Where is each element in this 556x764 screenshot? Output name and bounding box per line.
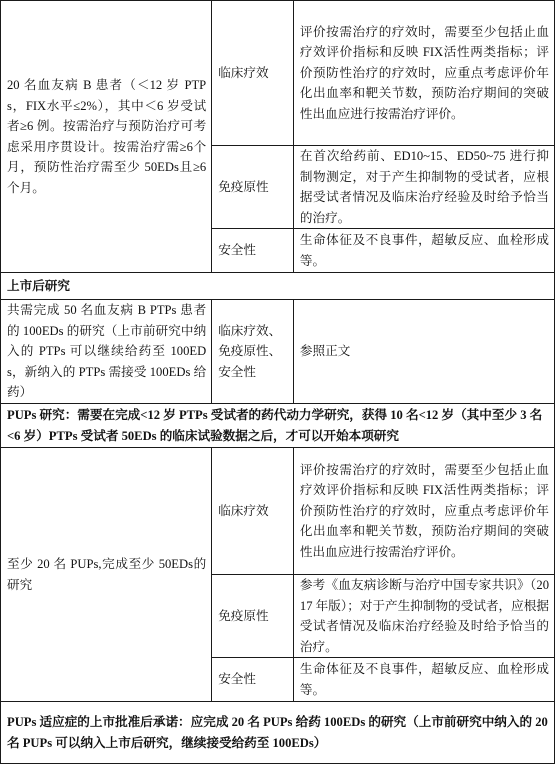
premarket-efficacy-label: 临床疗效: [212, 1, 294, 146]
table-row: [1, 300, 555, 404]
postmarket-endpoints-label: 临床疗效、免疫原性、安全性: [212, 300, 294, 404]
pups-efficacy-text: 评价按需治疗的疗效时，需要至少包括止血疗效评价指标和反映 FIX活性两类指标；评价预防性治疗的疗效时，应重点考虑评价年化出血率和靶关节数，预防治疗期间的突破性出血应进行按需治疗评价。: [293, 448, 554, 575]
table-row: [1, 702, 555, 764]
table-row: [1, 1, 555, 146]
table-row: [1, 404, 555, 448]
pups-study-note: PUPs 研究：需要在完成<12 岁 PTPs 受试者的药代动力学研究，获得 10 名<12 岁（其中至少 3 名<6 岁）PTPs 受试者 50EDs 的临床试验数据之后，才可以开始本项研究: [1, 404, 555, 448]
premarket-immunogenicity-label: 免疫原性: [212, 146, 294, 229]
premarket-safety-text: 生命体征及不良事件，超敏反应、血栓形成等。: [293, 229, 554, 273]
pups-safety-text: 生命体征及不良事件，超敏反应、血栓形成等。: [293, 658, 554, 702]
pups-efficacy-label: 临床疗效: [212, 448, 294, 575]
pups-immunogenicity-text: 参考《血友病诊断与治疗中国专家共识》（2017 年版）；对于产生抑制物的受试者，应根据受试者情况及临床治疗经验及时给予恰当的治疗。: [293, 575, 554, 658]
postmarket-heading: 上市后研究: [1, 273, 555, 300]
premarket-safety-label: 安全性: [212, 229, 294, 273]
postmarket-endpoints-text: 参照正文: [293, 300, 554, 404]
pups-population-cell: 至少 20 名 PUPs,完成至少 50EDs的研究: [1, 448, 212, 702]
premarket-immunogenicity-text: 在首次给药前、ED10~15、ED50~75 进行抑制物测定，对于产生抑制物的受试者，应根据受试者情况及临床治疗经验及时给予恰当的治疗。: [293, 146, 554, 229]
pups-immunogenicity-label: 免疫原性: [212, 575, 294, 658]
table-row: [1, 273, 555, 300]
premarket-efficacy-text: 评价按需治疗的疗效时，需要至少包括止血疗效评价指标和反映 FIX活性两类指标；评价预防性治疗的疗效时，应重点考虑评价年化出血率和靶关节数，预防治疗期间的突破性出血应进行按需治疗评价。: [293, 1, 554, 146]
pups-safety-label: 安全性: [212, 658, 294, 702]
premarket-population-cell: 20 名血友病 B 患者（＜12 岁 PTPs，FIX水平≤2%），其中＜6 岁受试者≥6 例。按需治疗与预防治疗可考虑采用序贯设计。按需治疗需≥6个月，预防性治疗需至少 50EDs且≥6个月。: [1, 1, 212, 273]
postmarket-population-cell: 共需完成 50 名血友病 B PTPs 患者的 100EDs 的研究（上市前研究中纳入的 PTPs 可以继续给药至 100EDs，新纳入的 PTPs 需接受 100EDs 给药）: [1, 300, 212, 404]
table-row: [1, 448, 555, 575]
pups-commitment-note: PUPs 适应症的上市批准后承诺：应完成 20 名 PUPs 给药 100EDs 的研究（上市前研究中纳入的 20 名 PUPs 可以纳入上市后研究，继续接受给药至 100EDs）: [1, 702, 555, 764]
